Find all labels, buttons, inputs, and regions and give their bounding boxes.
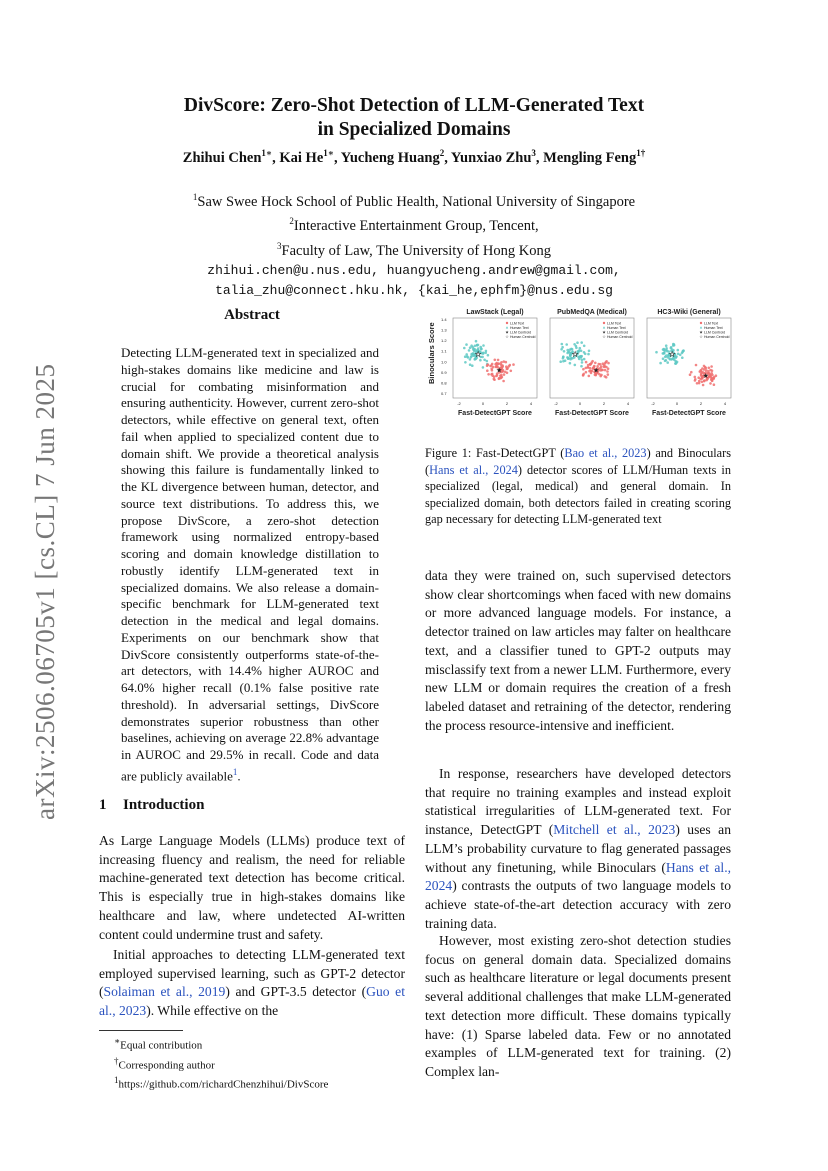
y-tick-label: 1.1 bbox=[441, 348, 447, 354]
human-point bbox=[576, 341, 579, 344]
human-point bbox=[575, 345, 578, 348]
human-point bbox=[566, 349, 569, 352]
human-centroid-marker: ★ bbox=[572, 351, 579, 359]
author-list: Zhihui Chen$^{1∗}$, Kai $He^{1∗}$, Yucheng Huang$^2$, Yunxiao Zhu$^3$, Mengling Feng$^{1\dagger}$ bbox=[182, 148, 646, 166]
llm-point bbox=[582, 368, 585, 371]
human-point bbox=[486, 360, 489, 363]
legend-marker: ☆ bbox=[505, 334, 509, 339]
llm-point bbox=[702, 384, 705, 387]
citation-link[interactable]: Solaiman et al., 2019 bbox=[103, 984, 226, 1000]
human-point bbox=[562, 360, 565, 363]
human-centroid-marker: ★ bbox=[475, 351, 482, 359]
legend-label: LLM Centroid bbox=[607, 330, 629, 335]
llm-point bbox=[694, 379, 697, 382]
llm-point bbox=[498, 378, 501, 381]
legend-marker: ☆ bbox=[602, 334, 606, 339]
human-point bbox=[470, 355, 473, 358]
x-axis-label: Fast-DetectGPT Score bbox=[555, 410, 629, 417]
human-point bbox=[563, 350, 566, 353]
llm-point bbox=[491, 373, 494, 376]
human-point bbox=[482, 344, 485, 347]
x-tick-label: 2 bbox=[505, 401, 509, 406]
llm-point bbox=[490, 367, 493, 370]
llm-point bbox=[497, 362, 500, 365]
x-tick-label: 2 bbox=[602, 401, 606, 406]
citation-link[interactable]: Guo et al., 2023 bbox=[99, 984, 405, 1019]
human-point bbox=[468, 349, 471, 352]
legend-label: Human Centroid bbox=[704, 334, 730, 339]
x-tick-label: 4 bbox=[626, 401, 630, 406]
llm-centroid-marker: ★ bbox=[496, 367, 503, 375]
legend-marker bbox=[700, 322, 702, 324]
y-tick-label: 0.8 bbox=[441, 380, 447, 386]
human-point bbox=[581, 361, 584, 364]
affiliation: $^3$Faculty of Law, The University of Hong Kong bbox=[277, 240, 551, 259]
right-paragraph-1: data they were trained on, such supervised detectors show clear shortcomings when faced with new domains or more advanced language models. For instance, a detector trained on law articles may falter on healthcare text, and a classifier tuned to GPT-2 outputs may misclassify text from a newer LLM. Furthermore, every new LLM or domain requires the creation of a fresh labeled dataset and retraining of the detector, rendering the process resource-intensive and inefficient. bbox=[425, 568, 731, 733]
human-point bbox=[677, 349, 680, 352]
llm-point bbox=[708, 367, 711, 370]
llm-point bbox=[710, 378, 713, 381]
legend-label: LLM Text bbox=[607, 321, 622, 326]
llm-point bbox=[604, 375, 607, 378]
footnotes bbox=[114, 1034, 328, 1093]
human-point bbox=[565, 343, 568, 346]
legend-marker bbox=[700, 326, 702, 328]
llm-point bbox=[703, 380, 706, 383]
llm-point bbox=[600, 369, 603, 372]
human-point bbox=[470, 344, 473, 347]
human-point bbox=[580, 341, 583, 344]
legend-marker: ★ bbox=[505, 329, 509, 335]
paper-title bbox=[0, 94, 828, 142]
human-point bbox=[469, 358, 472, 361]
x-tick-label: -2 bbox=[457, 401, 461, 406]
author: Mengling Feng$^{1\dagger}$ bbox=[543, 148, 646, 166]
y-tick-label: 1.4 bbox=[441, 317, 447, 322]
llm-point bbox=[588, 370, 591, 373]
right-paragraph-3: However, most existing zero-shot detection studies focus on general domain data. Specialized domains such as healthcare literature or legal documents present several additional challenges that make LLM-generated text detection more difficult. These domains typically have: (1) Sparse labeled data. Few or no annotated examples of LLM-generated text for training. (2) Complex lan- bbox=[425, 933, 731, 1079]
legend-marker bbox=[603, 326, 605, 328]
panel-title: LawStack (Legal) bbox=[466, 309, 524, 316]
llm-point bbox=[493, 375, 496, 378]
llm-point bbox=[589, 363, 592, 366]
llm-point bbox=[587, 366, 590, 369]
llm-point bbox=[494, 359, 497, 362]
human-point bbox=[479, 359, 482, 362]
llm-point bbox=[505, 361, 508, 364]
human-point bbox=[485, 350, 488, 353]
affiliation: $^1$Saw Swee Hock School of Public Health, National University of Singapore bbox=[192, 192, 636, 210]
legend-label: Human Centroid bbox=[510, 334, 536, 339]
human-point bbox=[464, 361, 467, 364]
human-point bbox=[465, 353, 468, 356]
llm-point bbox=[582, 373, 585, 376]
llm-point bbox=[695, 364, 698, 367]
llm-point bbox=[607, 362, 610, 365]
llm-point bbox=[600, 365, 603, 368]
footnote-link[interactable]: 1 bbox=[232, 766, 238, 777]
llm-point bbox=[585, 371, 588, 374]
human-point bbox=[574, 364, 577, 367]
llm-point bbox=[506, 368, 509, 371]
llm-point bbox=[709, 382, 712, 385]
right-paragraph-2: In response, researchers have developed detectors that require no training examples and instead exploit statistical irregularities of LLM-generated text. For instance, DetectGPT (Mitchell et al., 2023) uses an LLM’s probability curvature to flag generated passages without any finetuning, while Binoculars (Hans et al., 2024) contrasts the outputs of two language models to achieve state-of-the-art detection accuracy with zero training data. bbox=[425, 766, 731, 931]
llm-point bbox=[698, 382, 701, 385]
llm-centroid-marker: ★ bbox=[593, 367, 600, 375]
legend-label: Human Centroid bbox=[607, 334, 633, 339]
author: Kai $He^{1∗}$ bbox=[279, 148, 334, 166]
human-point bbox=[562, 357, 565, 360]
human-point bbox=[566, 356, 569, 359]
author: Zhihui Chen$^{1∗}$ bbox=[182, 148, 273, 166]
human-point bbox=[465, 343, 468, 346]
human-point bbox=[481, 356, 484, 359]
llm-point bbox=[709, 369, 712, 372]
author: Yucheng Huang$^2$ bbox=[340, 148, 445, 166]
human-point bbox=[463, 347, 466, 350]
legend-label: LLM Text bbox=[704, 321, 719, 326]
figure-1-caption: Figure 1: Fast-DetectGPT (Bao et al., 2023) and Binoculars (Hans et al., 2024) detector scores of LLM/Human texts in specialized (legal, medical) and general domain. In specialized domain, both detectors failed in creating scoring gap necessary for detecting LLM-generated text bbox=[425, 446, 731, 527]
llm-point bbox=[709, 374, 712, 377]
title-line-1: DivScore: Zero-Shot Detection of LLM-Generated Text bbox=[183, 95, 645, 116]
llm-point bbox=[510, 370, 513, 373]
human-point bbox=[581, 359, 584, 362]
llm-point bbox=[600, 374, 603, 377]
human-point bbox=[662, 357, 665, 360]
human-point bbox=[674, 360, 677, 363]
llm-point bbox=[512, 363, 515, 366]
llm-point bbox=[487, 373, 490, 376]
x-tick-label: 0 bbox=[481, 401, 485, 406]
x-tick-label: 0 bbox=[675, 401, 679, 406]
human-point bbox=[560, 348, 563, 351]
author: Yunxiao Zhu$^3$ bbox=[450, 148, 536, 166]
human-point bbox=[561, 343, 564, 346]
llm-point bbox=[606, 370, 609, 373]
citation-link[interactable]: Hans et al., 2024 bbox=[425, 859, 731, 894]
affiliation: $^2$Interactive Entertainment Group, Tencent, bbox=[289, 216, 539, 235]
email-line: zhihui.chen@u.nus.edu, huangyucheng.andrew@gmail.com, bbox=[207, 263, 621, 279]
human-point bbox=[583, 345, 586, 348]
footnote: ∗Equal contribution bbox=[114, 1036, 203, 1052]
llm-point bbox=[689, 373, 692, 376]
llm-point bbox=[494, 363, 497, 366]
x-axis-label: Fast-DetectGPT Score bbox=[458, 410, 532, 417]
y-tick-label: 1.0 bbox=[441, 359, 447, 365]
legend-label: LLM Centroid bbox=[704, 330, 726, 335]
x-tick-label: 4 bbox=[723, 401, 727, 406]
arxiv-side-label bbox=[10, 350, 60, 820]
citation-link[interactable]: Mitchell et al., 2023 bbox=[553, 822, 676, 838]
human-point bbox=[682, 349, 685, 352]
human-point bbox=[474, 345, 477, 348]
intro-paragraph-2: Initial approaches to detecting LLM-generated text employed supervised learning, such as GPT-2 detector (Solaiman et al., 2019) and GPT-3.5 detector (Guo et al., 2023). While effective on the bbox=[99, 947, 405, 1019]
footnote-url[interactable]: $^1$https://github.com/richardChenzhihui/DivScore bbox=[114, 1075, 329, 1091]
legend-label: LLM Centroid bbox=[510, 330, 532, 335]
llm-point bbox=[599, 363, 602, 366]
y-tick-label: 0.9 bbox=[441, 369, 447, 375]
llm-point bbox=[503, 373, 506, 376]
llm-point bbox=[493, 378, 496, 381]
llm-point bbox=[588, 375, 591, 378]
human-point bbox=[571, 348, 574, 351]
llm-point bbox=[604, 369, 607, 372]
human-point bbox=[482, 366, 485, 369]
human-point bbox=[666, 361, 669, 364]
x-axis-label: Fast-DetectGPT Score bbox=[652, 410, 726, 417]
llm-point bbox=[486, 369, 489, 372]
llm-point bbox=[487, 363, 490, 366]
llm-point bbox=[489, 365, 492, 368]
human-point bbox=[583, 358, 586, 361]
llm-point bbox=[694, 376, 697, 379]
abstract-heading: Abstract bbox=[224, 307, 280, 323]
x-tick-label: -2 bbox=[554, 401, 558, 406]
human-point bbox=[472, 348, 475, 351]
footnote-rule bbox=[99, 1030, 183, 1031]
llm-point bbox=[713, 383, 716, 386]
human-point bbox=[671, 348, 674, 351]
human-point bbox=[659, 362, 662, 365]
llm-point bbox=[703, 365, 706, 368]
human-point bbox=[675, 355, 678, 358]
llm-point bbox=[499, 374, 502, 377]
llm-point bbox=[594, 362, 597, 365]
intro-paragraph-1: As Large Language Models (LLMs) produce text of increasing fluency and realism, the need for reliable machine-generated text detection has become critical. This is especially true in high-stakes domains like healthcare and law, where undetected AI-written content could undermine trust and safety. bbox=[99, 833, 405, 942]
human-point bbox=[482, 352, 485, 355]
abstract-body: Detecting LLM-generated text in specialized and high-stakes domains like medicine and law is crucial for combating misinformation and ensuring authenticity. However, current zero-shot detectors, while effective on general text, often fail when applied to specialized content due to domain shift. We provide a theoretical analysis showing this failure is fundamentally linked to the KL divergence between human, detector, and source text distributions. To address this, we propose DivScore, a zero-shot detection framework using normalized entropy-based scoring and domain knowledge distillation to robustly identify LLM-generated text in specialized domains. We also release a domain-specific benchmark for LLM-generated text detection in the medical and legal domains. Experiments on our benchmark show that DivScore consistently outperforms state-of-the-art detectors, with 14.4% higher AUROC and 64.0% higher recall (0.1% false positive rate threshold). In adversarial settings, DivScore demonstrates superior robustness than other baselines, achieving on average 22.8% advantage in AUROC and 29.5% in recall. Code and data are publicly available$^1$. bbox=[121, 345, 379, 784]
legend-marker bbox=[603, 322, 605, 324]
y-tick-label: 1.2 bbox=[441, 338, 447, 344]
human-point bbox=[467, 356, 470, 359]
legend-label: Human Text bbox=[704, 325, 723, 330]
llm-point bbox=[607, 373, 610, 376]
human-point bbox=[579, 347, 582, 350]
legend-marker bbox=[506, 326, 508, 328]
figure-1-scatter-plots bbox=[425, 302, 733, 432]
x-tick-label: -2 bbox=[651, 401, 655, 406]
human-point bbox=[664, 356, 667, 359]
legend-marker: ★ bbox=[699, 329, 703, 335]
human-point bbox=[559, 360, 562, 363]
human-point bbox=[587, 353, 590, 356]
human-point bbox=[479, 346, 482, 349]
legend-marker bbox=[506, 322, 508, 324]
human-point bbox=[483, 359, 486, 362]
llm-centroid-marker: ★ bbox=[702, 373, 709, 381]
citation-link[interactable]: Hans et al., 2024 bbox=[429, 462, 518, 477]
y-tick-label: 0.7 bbox=[441, 391, 447, 396]
llm-point bbox=[506, 372, 509, 375]
y-tick-label: 1.3 bbox=[441, 327, 447, 333]
human-point bbox=[665, 349, 668, 352]
human-point bbox=[475, 340, 478, 343]
title-line-2: in Specialized Domains bbox=[317, 119, 511, 140]
human-point bbox=[677, 353, 680, 356]
x-tick-label: 4 bbox=[529, 401, 533, 406]
human-point bbox=[665, 344, 668, 347]
human-point bbox=[487, 354, 490, 357]
arxiv-id-text: arXiv:2506.06705v1 [cs.CL] 7 Jun 2025 bbox=[30, 363, 60, 820]
llm-point bbox=[701, 381, 704, 384]
human-point bbox=[569, 362, 572, 365]
llm-point bbox=[502, 380, 505, 383]
footnote: †Corresponding author bbox=[114, 1055, 215, 1072]
llm-point bbox=[585, 361, 588, 364]
llm-point bbox=[605, 360, 608, 363]
legend-label: LLM Text bbox=[510, 321, 525, 326]
section-heading-introduction: 1 Introduction bbox=[99, 797, 205, 813]
llm-point bbox=[607, 367, 610, 370]
llm-point bbox=[703, 368, 706, 371]
human-point bbox=[664, 360, 667, 363]
affiliations bbox=[0, 188, 828, 300]
llm-point bbox=[509, 364, 512, 367]
human-point bbox=[471, 364, 474, 367]
x-tick-label: 0 bbox=[578, 401, 582, 406]
y-axis-label: Binoculars Score bbox=[427, 322, 436, 384]
legend-marker: ★ bbox=[602, 329, 606, 335]
human-point bbox=[464, 355, 467, 358]
legend-marker: ☆ bbox=[699, 334, 703, 339]
llm-point bbox=[603, 364, 606, 367]
llm-point bbox=[699, 370, 702, 373]
x-tick-label: 2 bbox=[699, 401, 703, 406]
human-point bbox=[655, 351, 658, 354]
human-point bbox=[588, 350, 591, 353]
human-point bbox=[681, 356, 684, 359]
llm-point bbox=[710, 365, 713, 368]
citation-link[interactable]: Bao et al., 2023 bbox=[564, 446, 647, 460]
human-point bbox=[672, 343, 675, 346]
legend-label: Human Text bbox=[510, 325, 529, 330]
human-centroid-marker: ★ bbox=[669, 351, 676, 359]
panel-title: HC3-Wiki (General) bbox=[657, 309, 721, 316]
llm-point bbox=[690, 371, 693, 374]
llm-point bbox=[715, 374, 718, 377]
email-line: talia_zhu@connect.hku.hk, {kai_he,ephfm}@nus.edu.sg bbox=[215, 282, 613, 298]
human-point bbox=[583, 351, 586, 354]
human-point bbox=[580, 365, 583, 368]
llm-point bbox=[697, 376, 700, 379]
llm-point bbox=[497, 359, 500, 362]
legend-label: Human Text bbox=[607, 325, 626, 330]
panel-title: PubMedQA (Medical) bbox=[557, 309, 627, 316]
